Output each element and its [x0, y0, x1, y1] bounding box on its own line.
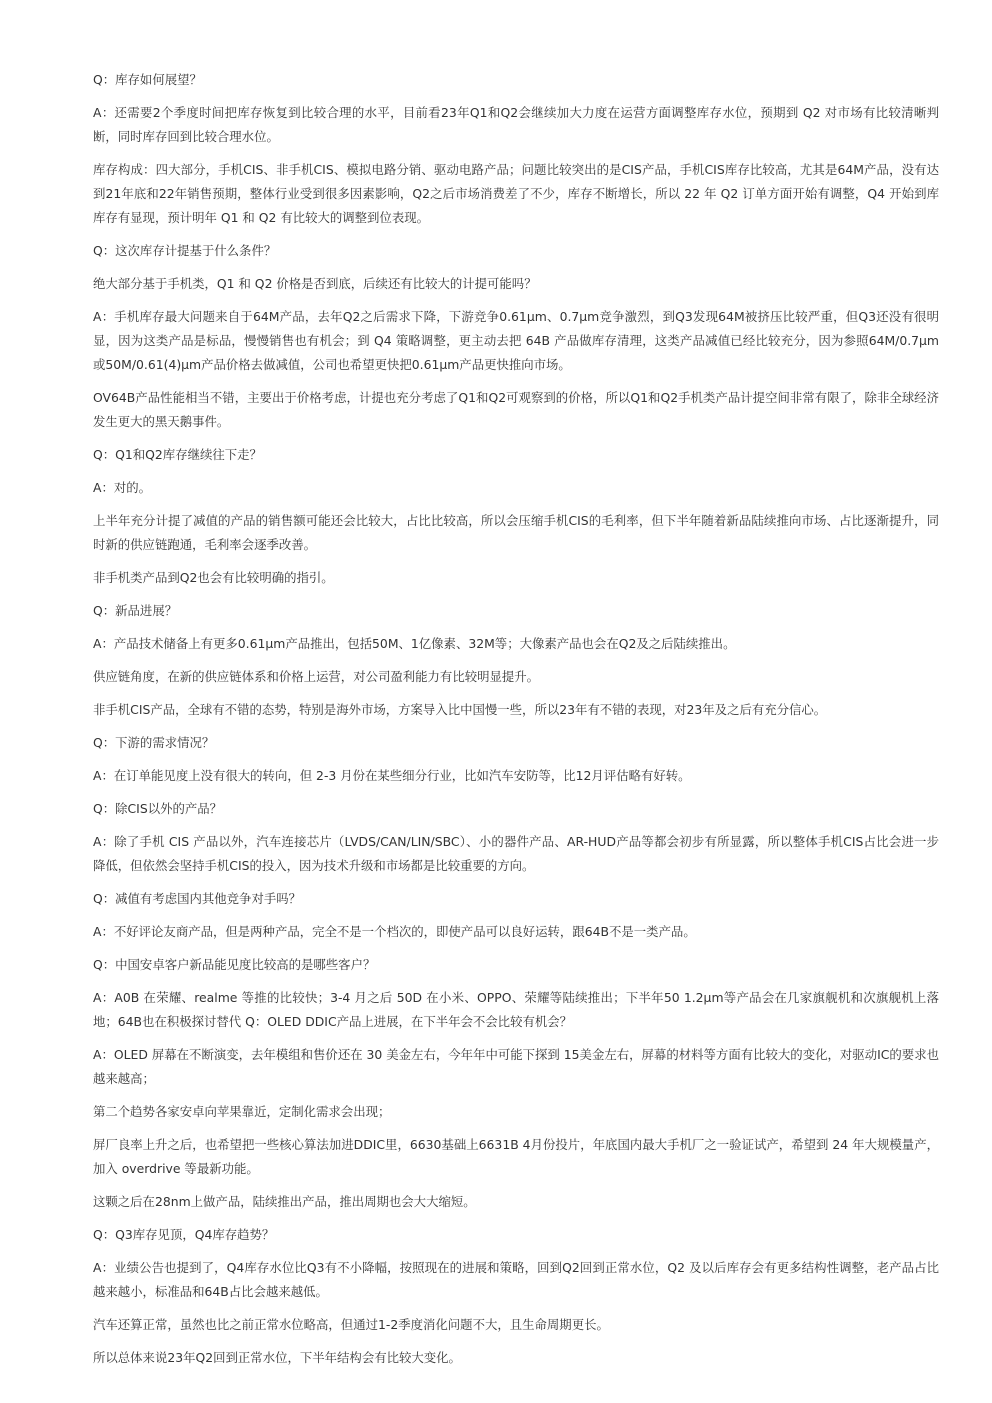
- paragraph-inventory-composition: 库存构成：四大部分，手机CIS、非手机CIS、模拟电路分销、驱动电路产品；问题比较突出的是CIS产品，手机CIS库存比较高，尤其是64M产品，没有达到21年底和22年销售预期，整体行业受到很多因素影响，Q2之后市场消费差了不少，库存不断增长，所以 22 年 Q2 订单方面开始有调整，Q4 开始到库库存有显现，预计明年 Q1 和 Q2 有比较大的调整到位表现。: [93, 162, 939, 225]
- paragraph-ov64b: OV64B产品性能相当不错，主要出于价格考虑，计提也充分考虑了Q1和Q2可观察到的价格，所以Q1和Q2手机类产品计提空间非常有限了，除非全球经济发生更大的黑天鹅事件。: [93, 390, 939, 429]
- paragraph-gross-margin: 上半年充分计提了减值的产品的销售额可能还会比较大，占比比较高，所以会压缩手机CIS的毛利率，但下半年随着新品陆续推向市场、占比逐渐提升，同时新的供应链跑通，毛利率会逐季改善。: [93, 513, 939, 552]
- question-inventory-decline: Q：Q1和Q2库存继续往下走？: [93, 447, 262, 462]
- answer-non-cis-products: A：除了手机 CIS 产品以外，汽车连接芯片（LVDS/CAN/LIN/SBC）、小的器件产品、AR-HUD产品等都会初步有所显露，所以整体手机CIS占比会进一步降低，但依然会坚持手机CIS的投入，因为技术升级和市场都是比较重要的方向。: [93, 834, 939, 873]
- question-provision-followup: 绝大部分基于手机类，Q1 和 Q2 价格是否到底，后续还有比较大的计提可能吗？: [93, 276, 537, 291]
- answer-android-customers: A：A0B 在荣耀、realme 等推的比较快；3-4 月之后 50D 在小米、OPPO、荣耀等陆续推出；下半年50 1.2μm等产品会在几家旗舰机和次旗舰机上落地；64B也在积极探讨替代 Q：OLED DDIC产品上进展，在下半年会不会比较有机会？: [93, 990, 939, 1029]
- answer-inventory-decline: A：对的。: [93, 480, 152, 495]
- document-body: [93, 68, 939, 1379]
- paragraph-non-mobile-cis: 非手机CIS产品，全球有不错的态势，特别是海外市场，方案导入比中国慢一些，所以23年有不错的表现，对23年及之后有充分信心。: [93, 702, 827, 717]
- paragraph-supply-chain: 供应链角度，在新的供应链体系和价格上运营，对公司盈利能力有比较明显提升。: [93, 669, 540, 684]
- paragraph-automotive: 汽车还算正常，虽然也比之前正常水位略高，但通过1-2季度消化问题不大，且生命周期更长。: [93, 1317, 609, 1332]
- paragraph-ddic-algorithm: 屏厂良率上升之后，也希望把一些核心算法加进DDIC里，6630基础上6631B 4月份投片，年底国内最大手机厂之一验证试产，希望到 24 年大规模量产，加入 overdrive 等最新功能。: [93, 1137, 939, 1176]
- answer-downstream-demand: A：在订单能见度上没有很大的转向，但 2-3 月份在某些细分行业，比如汽车安防等，比12月评估略有好转。: [93, 768, 691, 783]
- paragraph-non-mobile-guidance: 非手机类产品到Q2也会有比较明确的指引。: [93, 570, 334, 585]
- paragraph-summary: 所以总体来说23年Q2回到正常水位，下半年结构会有比较大变化。: [93, 1350, 461, 1365]
- answer-oled-ddic: A：OLED 屏幕在不断演变，去年模组和售价还在 30 美金左右，今年年中可能下探到 15美金左右，屏幕的材料等方面有比较大的变化，对驱动IC的要求也越来越高；: [93, 1047, 939, 1086]
- answer-new-products: A：产品技术储备上有更多0.61μm产品推出，包括50M、1亿像素、32M等；大像素产品也会在Q2及之后陆续推出。: [93, 636, 736, 651]
- question-q3-q4-inventory: Q：Q3库存见顶，Q4库存趋势？: [93, 1227, 275, 1242]
- answer-q3-q4-inventory: A：业绩公告也提到了，Q4库存水位比Q3有不小降幅，按照现在的进展和策略，回到Q2回到正常水位，Q2 及以后库存会有更多结构性调整，老产品占比越来越小，标准品和64B占比会越来越低。: [93, 1260, 939, 1299]
- question-provision-basis: Q：这次库存计提基于什么条件？: [93, 243, 277, 258]
- question-new-products: Q：新品进展？: [93, 603, 178, 618]
- paragraph-second-trend: 第二个趋势各家安卓向苹果靠近，定制化需求会出现；: [93, 1104, 391, 1119]
- question-android-customers: Q：中国安卓客户新品能见度比较高的是哪些客户？: [93, 957, 376, 972]
- question-competitors: Q：减值有考虑国内其他竞争对手吗？: [93, 891, 302, 906]
- question-inventory-outlook: Q：库存如何展望？: [93, 72, 202, 87]
- question-downstream-demand: Q：下游的需求情况？: [93, 735, 215, 750]
- paragraph-28nm: 这颗之后在28nm上做产品，陆续推出产品，推出周期也会大大缩短。: [93, 1194, 476, 1209]
- question-non-cis-products: Q：除CIS以外的产品？: [93, 801, 223, 816]
- answer-inventory-outlook: A：还需要2个季度时间把库存恢复到比较合理的水平，目前看23年Q1和Q2会继续加大力度在运营方面调整库存水位，预期到 Q2 对市场有比较清晰判断，同时库存回到比较合理水位。: [93, 105, 939, 144]
- answer-provision-basis: A：手机库存最大问题来自于64M产品，去年Q2之后需求下降，下游竞争0.61μm、0.7μm竞争激烈，到Q3发现64M被挤压比较严重，但Q3还没有很明显，因为这类产品是标品，慢慢销售也有机会；到 Q4 策略调整，更主动去把 64B 产品做库存清理，这类产品减值已经比较充分，因为参照64M/0.7μm或50M/0.61(4)μm产品价格去做减值，公司也希望更快把0.61μm产品更快推向市场。: [93, 309, 939, 372]
- answer-competitors: A：不好评论友商产品，但是两种产品，完全不是一个档次的，即使产品可以良好运转，跟64B不是一类产品。: [93, 924, 696, 939]
